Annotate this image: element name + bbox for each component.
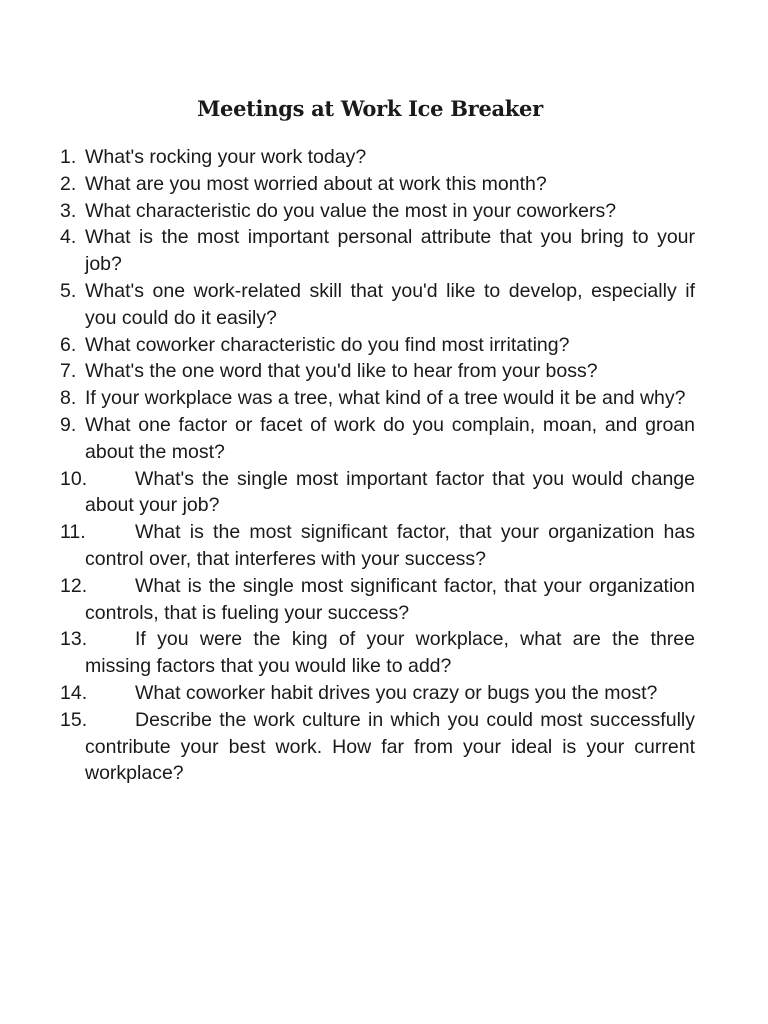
question-number: 5. [60, 279, 77, 302]
question-text: If your workplace was a tree, what kind of a tree would it be and why? [85, 387, 686, 410]
question-text: What's rocking your work today? [85, 146, 367, 168]
question-number: 13. [60, 628, 88, 651]
question-number: 7. [60, 360, 77, 383]
question-number: 11. [60, 521, 86, 544]
question-list [60, 144, 695, 787]
list-item [60, 332, 695, 359]
list-item [60, 385, 695, 412]
question-number: 1. [60, 146, 77, 168]
list-item [60, 573, 695, 627]
question-number: 4. [60, 226, 77, 249]
question-number: 3. [60, 199, 77, 222]
question-text: What is the most significant factor, that your organization has control over, that interferes with your success? [85, 521, 695, 570]
question-number: 8. [60, 387, 77, 410]
list-item [60, 466, 695, 520]
question-text: What is the single most significant factor, that your organization controls, that is fueling your success? [85, 574, 695, 624]
list-item [60, 171, 695, 198]
list-item [60, 278, 695, 332]
question-number: 10. [60, 467, 88, 490]
question-text: What coworker habit drives you crazy or bugs you the most? [135, 681, 658, 704]
question-text: What is the most important personal attribute that you bring to your job? [85, 226, 695, 276]
question-text: Describe the work culture in which you could most successfully contribute your best work. How far from your ideal is your current workplace? [85, 708, 695, 785]
question-number: 12. [60, 574, 88, 597]
question-number: 9. [60, 413, 77, 436]
question-text: What are you most worried about at work this month? [85, 172, 547, 195]
question-number: 2. [60, 172, 77, 195]
list-item [60, 358, 695, 385]
list-item [60, 144, 695, 171]
list-item [60, 224, 695, 278]
list-item [60, 680, 695, 707]
list-item [60, 198, 695, 225]
question-text: What's the single most important factor that you would change about your job? [85, 467, 695, 517]
question-text: What characteristic do you value the most in your coworkers? [85, 199, 617, 222]
list-item [60, 412, 695, 466]
question-text: What coworker characteristic do you find most irritating? [85, 333, 570, 356]
list-item [60, 707, 695, 787]
document-title: Meetings at Work Ice Breaker [197, 96, 543, 121]
question-text: What one factor or facet of work do you complain, moan, and groan about the most? [85, 413, 695, 463]
question-text: What's one work-related skill that you'd like to develop, especially if you could do it easily? [85, 279, 695, 329]
list-item [60, 519, 695, 573]
question-number: 14. [60, 681, 88, 704]
question-text: What's the one word that you'd like to hear from your boss? [85, 360, 598, 383]
question-number: 6. [60, 333, 77, 356]
list-item [60, 626, 695, 680]
question-text: If you were the king of your workplace, what are the three missing factors that you would like to add? [85, 628, 695, 678]
question-number: 15. [60, 708, 88, 731]
